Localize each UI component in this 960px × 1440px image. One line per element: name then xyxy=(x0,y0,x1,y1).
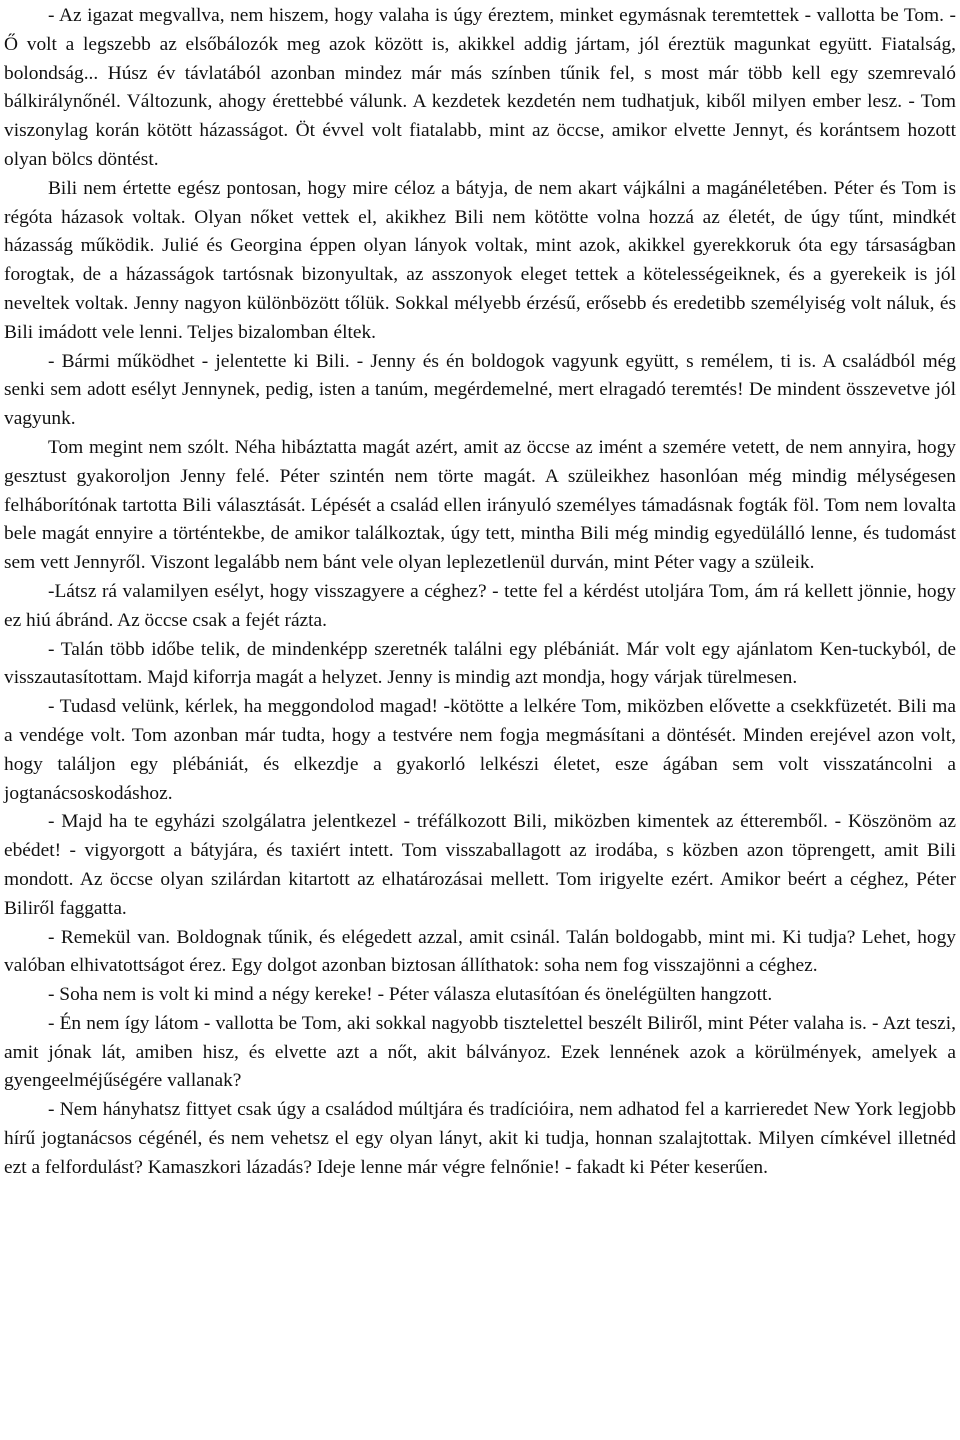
paragraph: - Majd ha te egyházi szolgálatra jelentkezel - tréfálkozott Bili, miközben kimentek az étteremből. - Köszönöm az ebédet! - vigyorgott a bátyjára, és taxiért intett. Tom visszaballagott az irodába, s közben azon töprengett, amit Bili mondott. Az öccse olyan szilárdan kitartott az elhatározásai mellett. Tom irigyelte ezért. Amikor beért a céghez, Péter Biliről faggatta. xyxy=(4,811,956,919)
paragraph: - Az igazat megvallva, nem hiszem, hogy valaha is úgy éreztem, minket egymásnak teremtettek - vallotta be Tom. - Ő volt a legszebb az elsőbálozók meg azok között is, akikkel addig jártam, jól éreztük magunkat együtt. Fiatalság, bolondság... Húsz év távlatából azonban mindez már más színben tűnik fel, s most már több kell egy szemrevaló bálkirálynőnél. Változunk, ahogy érettebbé válunk. A kezdetek kezdetén nem tudhatjuk, kiből milyen ember lesz. - Tom viszonylag korán kötött házasságot. Öt évvel volt fiatalabb, mint az öccse, amikor elvette Jennyt, és korántsem hozott olyan bölcs döntést. xyxy=(4,5,956,170)
paragraph: - Tudasd velünk, kérlek, ha meggondolod magad! -kötötte a lelkére Tom, miközben elővette a csekkfüzetét. Bili ma a vendége volt. Tom azonban már tudta, hogy a testvére nem fogja megmásítani a döntését. Minden erejével azon volt, hogy találjon egy plébániát, és elkezdje a gyakorló lelkészi életet, esze ágában sem volt visszatáncolni a jogtanácsoskodáshoz. xyxy=(4,696,956,804)
paragraph: - Bármi működhet - jelentette ki Bili. - Jenny és én boldogok vagyunk együtt, s remélem, ti is. A családból még senki sem adott esélyt Jennynek, pedig, isten a tanúm, megérdemelné, mert elragadó teremtés! De mindent összevetve jól vagyunk. xyxy=(4,350,956,430)
paragraph: -Látsz rá valamilyen esélyt, hogy visszagyere a céghez? - tette fel a kérdést utoljára Tom, ám rá kellett jönnie, hogy ez hiú ábránd. Az öccse csak a fejét rázta. xyxy=(4,580,956,631)
paragraph: - Soha nem is volt ki mind a négy kereke! - Péter válasza elutasítóan és önelégülten hangzott. xyxy=(48,984,773,1006)
paragraph: Tom megint nem szólt. Néha hibáztatta magát azért, amit az öccse az imént a szemére vetett, de nem annyira, hogy gesztust gyakoroljon Jenny felé. Péter szintén nem törte magát. A szüleikhez hasonlóan még mindig mélységesen felháborítónak tartotta Bili választását. Lépését a család ellen irányuló személyes támadásnak fogták föl. Tom nem lovalta bele magát ennyire a történtekbe, de amikor találkoztak, úgy tett, mintha Bili még mindig egyedülálló lenne, és tudomást sem vett Jennyről. Viszont legalább nem bánt vele olyan leplezetlenül durván, mint Péter vagy a szüleik. xyxy=(4,436,956,574)
paragraph: - Remekül van. Boldognak tűnik, és elégedett azzal, amit csinál. Talán boldogabb, mint mi. Ki tudja? Lehet, hogy valóban elhivatottságot érez. Egy dolgot azonban biztosan állíthatok: soha nem fog visszajönni a céghez. xyxy=(4,926,956,977)
paragraph: - Én nem így látom - vallotta be Tom, aki sokkal nagyobb tisztelettel beszélt Biliről, mint Péter valaha is. - Azt teszi, amit jónak lát, amiben hisz, és elvette azt a nőt, akit bálványoz. Ezek lennének azok a körülmények, amelyek a gyengeelméjűségére vallanak? xyxy=(4,1012,956,1092)
paragraph: Bili nem értette egész pontosan, hogy mire céloz a bátyja, de nem akart vájkálni a magánéletében. Péter és Tom is régóta házasok voltak. Olyan nőket vettek el, akikhez Bili nem kötötte volna hozzá az életét, de úgy tűnt, mindkét házasság működik. Julié és Georgina éppen olyan lányok voltak, mint azok, akikkel gyerekkoruk óta egy társaságban forogtak, de a házasságok tartósnak bizonyultak, az asszonyok eleget tettek a kötelességeiknek, és a gyerekeik is jól neveltek voltak. Jenny nagyon különbözött tőlük. Sokkal mélyebb érzésű, erősebb és eredetibb személyiség volt náluk, és Bili imádott vele lenni. Teljes bizalomban éltek. xyxy=(4,177,956,343)
paragraph: - Nem hányhatsz fittyet csak úgy a családod múltjára és tradícióira, nem adhatod fel a karrieredet New York legjobb hírű jogtanácsos cégénél, és nem vehetsz el egy olyan lányt, akit ki tudja, honnan szalajtottak. Milyen címkével illetnéd ezt a felfordulást? Kamaszkori lázadás? Ideje lenne már végre felnőnie! - fakadt ki Péter keserűen. xyxy=(4,1099,956,1178)
paragraph: - Talán több időbe telik, de mindenképp szeretnék találni egy plébániát. Már volt egy ajánlatom Ken-tuckyból, de visszautasítottam. Majd kiforrja magát a helyzet. Jenny is mindig azt mondja, hogy várjak türelmesen. xyxy=(4,638,956,689)
